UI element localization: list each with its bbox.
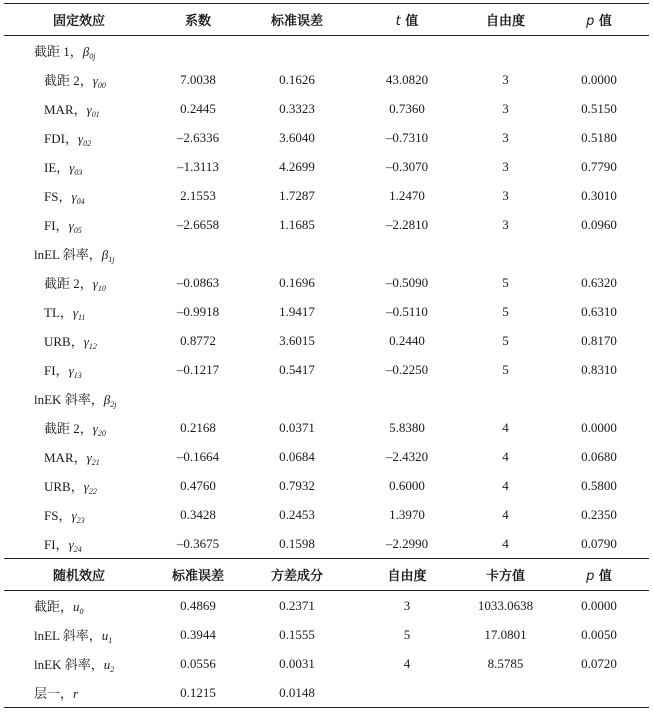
t-symbol: t <box>395 14 401 29</box>
greek-symbol: γ <box>71 188 77 204</box>
empty-cell <box>154 36 242 66</box>
variable-name: FI， <box>44 217 69 233</box>
df-cell: 4 <box>502 535 509 551</box>
greek-symbol: u <box>103 656 111 672</box>
coefficient-cell: 0.3428 <box>180 506 216 522</box>
variable-name: FS， <box>44 188 72 204</box>
coefficient-cell: 0.2168 <box>180 419 216 435</box>
df-cell: 5 <box>502 303 509 319</box>
coefficient-cell: –0.3675 <box>176 535 220 551</box>
empty-cell <box>154 239 242 268</box>
empty-cell <box>462 36 549 66</box>
chi-square-cell <box>462 678 549 708</box>
greek-symbol: γ <box>77 130 84 146</box>
variable-name: URB， <box>44 333 84 349</box>
random-effects-header-row <box>4 559 649 591</box>
greek-symbol: γ <box>92 72 98 88</box>
chi-square-cell: 17.0801 <box>484 626 527 642</box>
random-df-cell: 4 <box>403 655 411 671</box>
greek-symbol: γ <box>69 159 75 175</box>
p-value-cell: 0.6320 <box>581 274 617 290</box>
fixed-section-row <box>4 384 649 413</box>
coefficient-cell: –2.6658 <box>176 216 220 232</box>
symbol-subscript: 20 <box>97 428 106 438</box>
symbol-subscript: 21 <box>91 457 100 467</box>
row-label <box>4 239 154 268</box>
symbol-subscript: 0 <box>79 606 84 616</box>
random-sd-cell: 0.1215 <box>154 678 242 708</box>
fixed-section-row <box>4 36 649 66</box>
row-label <box>4 123 154 152</box>
df-cell: 4 <box>502 448 509 464</box>
greek-symbol: γ <box>68 362 74 378</box>
standard-error-cell: 1.9417 <box>279 303 315 319</box>
df-cell: 3 <box>502 71 509 87</box>
greek-symbol: β <box>82 43 90 59</box>
p-value-cell: 0.7790 <box>581 158 617 174</box>
row-label <box>4 529 154 559</box>
t-value-cell: 0.6000 <box>389 477 425 493</box>
variable-name: 层一， <box>34 686 74 701</box>
variable-name: 截距， <box>34 598 74 614</box>
df-cell: 3 <box>502 158 509 174</box>
table-body <box>4 4 649 708</box>
row-label <box>4 442 154 471</box>
p-value-cell: 0.0000 <box>581 71 617 87</box>
greek-symbol: γ <box>92 275 98 291</box>
p-value-cell: 0.5180 <box>581 129 617 145</box>
row-label <box>4 36 154 66</box>
df-cell: 4 <box>502 419 509 435</box>
random-p-value-cell <box>549 678 649 708</box>
variable-name: TL， <box>44 304 73 320</box>
empty-cell <box>352 36 462 66</box>
standard-error-cell: 1.1685 <box>279 216 315 232</box>
standard-error-cell: 0.1626 <box>279 71 315 87</box>
p-value-cell: 0.0680 <box>581 448 617 464</box>
row-label <box>4 65 154 94</box>
fixed-effect-row <box>4 297 649 326</box>
coefficient-cell: 0.4760 <box>180 477 216 493</box>
fixed-effect-row <box>4 413 649 442</box>
random-p-value-heading <box>549 559 649 591</box>
t-value-cell: –0.2250 <box>385 361 429 377</box>
variable-name: IE， <box>44 159 70 175</box>
row-label <box>4 297 154 326</box>
t-value-cell: –0.5110 <box>386 303 428 319</box>
random-p-value-cell: 0.0000 <box>581 597 617 613</box>
variable-name: lnEL 斜率， <box>34 627 102 643</box>
standard-error-cell: 0.0684 <box>279 448 315 464</box>
standard-error-cell: 0.0371 <box>279 419 315 435</box>
t-value-cell: –2.2990 <box>385 535 429 551</box>
p-value-cell: 0.5150 <box>581 100 617 116</box>
t-value-cell: –2.4320 <box>385 448 429 464</box>
random-sd-heading: 标准误差 <box>154 559 242 591</box>
symbol-subscript: 05 <box>73 225 82 235</box>
symbol-subscript: 02 <box>83 138 92 148</box>
greek-symbol: γ <box>83 333 89 349</box>
variable-name: 截距 2， <box>44 72 93 88</box>
p-value-cell: 0.0790 <box>581 535 617 551</box>
standard-error-cell: 1.7287 <box>279 187 315 203</box>
greek-symbol: r <box>73 686 79 701</box>
random-effect-row <box>4 678 649 708</box>
variance-component-cell: 0.0148 <box>242 678 352 708</box>
fixed-effect-row <box>4 471 649 500</box>
empty-cell <box>242 239 352 268</box>
t-value-cell: 1.2470 <box>389 187 425 203</box>
variable-name: FI， <box>44 362 69 378</box>
p-symbol: p <box>586 569 595 584</box>
variable-name: MAR， <box>44 449 87 465</box>
p-value-cell: 0.5800 <box>581 477 617 493</box>
variable-name: lnEK 斜率， <box>34 391 104 407</box>
df-cell: 5 <box>502 332 509 348</box>
fixed-effect-row <box>4 442 649 471</box>
fixed-effects-heading: 固定效应 <box>4 4 154 36</box>
row-label <box>4 152 154 181</box>
symbol-subscript: 03 <box>74 167 83 177</box>
degrees-of-freedom-heading: 自由度 <box>462 4 549 36</box>
p-symbol: p <box>586 14 595 29</box>
row-label <box>4 384 154 413</box>
coefficient-cell: 0.8772 <box>180 332 216 348</box>
empty-cell <box>549 384 649 413</box>
symbol-subscript: 13 <box>73 370 82 380</box>
symbol-subscript: 2j <box>110 399 117 409</box>
empty-cell <box>154 384 242 413</box>
t-value-text: 值 <box>400 14 419 29</box>
variable-name: 截距 2， <box>44 275 93 291</box>
df-cell: 3 <box>502 100 509 116</box>
symbol-subscript: 1 <box>108 635 113 645</box>
t-value-cell: –2.2810 <box>385 216 429 232</box>
t-value-cell: 0.7360 <box>389 100 425 116</box>
fixed-effect-row <box>4 65 649 94</box>
chi-square-heading: 卡方值 <box>462 559 549 591</box>
random-df-cell: 5 <box>403 626 411 642</box>
row-label <box>4 210 154 239</box>
variance-component-cell: 0.2371 <box>279 597 315 613</box>
random-effect-row <box>4 649 649 678</box>
empty-cell <box>549 36 649 66</box>
coefficient-cell: 2.1553 <box>180 187 216 203</box>
symbol-subscript: 00 <box>97 80 106 90</box>
df-cell: 4 <box>502 506 509 522</box>
row-label <box>4 471 154 500</box>
fixed-effect-row <box>4 529 649 559</box>
chi-square-cell: 1033.0638 <box>477 597 534 613</box>
standard-error-heading: 标准误差 <box>242 4 352 36</box>
df-cell: 4 <box>502 477 509 493</box>
symbol-subscript: 1j <box>108 254 115 264</box>
symbol-subscript: 12 <box>88 341 97 351</box>
greek-symbol: β <box>101 246 109 262</box>
coefficient-cell: –2.6336 <box>176 129 220 145</box>
symbol-subscript: 22 <box>88 486 97 496</box>
variable-name: FS， <box>44 507 72 523</box>
p-value-text: 值 <box>594 14 612 29</box>
greek-symbol: γ <box>68 536 74 552</box>
fixed-section-row <box>4 239 649 268</box>
variable-name: lnEL 斜率， <box>34 246 102 262</box>
variable-name: 截距 1， <box>34 43 83 59</box>
random-sd-cell: 0.0556 <box>180 655 216 671</box>
variable-name: 截距 2， <box>44 420 93 436</box>
coefficient-cell: –0.1664 <box>176 448 220 464</box>
random-df-cell <box>352 678 462 708</box>
standard-error-cell: 0.7932 <box>279 477 315 493</box>
df-cell: 3 <box>502 129 509 145</box>
symbol-subscript: 24 <box>73 544 82 554</box>
row-label <box>4 678 154 708</box>
greek-symbol: γ <box>68 217 74 233</box>
random-sd-cell: 0.4869 <box>180 597 216 613</box>
empty-cell <box>352 384 462 413</box>
fixed-effect-row <box>4 94 649 123</box>
p-value-cell: 0.6310 <box>581 303 617 319</box>
greek-symbol: γ <box>86 449 92 465</box>
greek-symbol: β <box>103 391 111 407</box>
standard-error-cell: 3.6015 <box>279 332 315 348</box>
row-label <box>4 355 154 384</box>
coefficient-cell: –0.0863 <box>176 274 220 290</box>
row-label <box>4 268 154 297</box>
greek-symbol: γ <box>71 507 77 523</box>
coefficient-cell: 0.2445 <box>180 100 216 116</box>
t-value-cell: –0.7310 <box>385 129 429 145</box>
random-p-value-cell: 0.0720 <box>581 655 617 671</box>
empty-cell <box>549 239 649 268</box>
standard-error-cell: 0.3323 <box>279 100 315 116</box>
random-sd-cell: 0.3944 <box>180 626 216 642</box>
row-label <box>4 649 154 678</box>
fixed-effect-row <box>4 123 649 152</box>
greek-symbol: γ <box>92 420 98 436</box>
coefficient-cell: 7.0038 <box>180 71 216 87</box>
t-value-cell: 43.0820 <box>385 71 429 87</box>
p-value-cell: 0.0960 <box>581 216 617 232</box>
standard-error-cell: 0.1598 <box>279 535 315 551</box>
symbol-subscript: 23 <box>76 515 85 525</box>
variable-name: FDI， <box>44 130 78 146</box>
symbol-subscript: 2 <box>110 664 115 674</box>
row-label <box>4 94 154 123</box>
t-value-cell: 5.8380 <box>389 419 425 435</box>
variable-name: lnEK 斜率， <box>34 656 104 672</box>
greek-symbol: γ <box>86 101 92 117</box>
coefficient-cell: –0.9918 <box>176 303 220 319</box>
row-label <box>4 620 154 649</box>
fixed-effect-row <box>4 326 649 355</box>
t-value-cell: 1.3970 <box>389 506 425 522</box>
coefficient-cell: –1.3113 <box>177 158 219 174</box>
symbol-subscript: 04 <box>76 196 85 206</box>
empty-cell <box>352 239 462 268</box>
greek-symbol: u <box>73 598 80 614</box>
symbol-subscript: 10 <box>97 283 106 293</box>
variable-name: MAR， <box>44 101 87 117</box>
t-value-heading <box>352 4 462 36</box>
empty-cell <box>242 36 352 66</box>
p-value-cell: 0.2350 <box>581 506 617 522</box>
t-value-cell: –0.3070 <box>385 158 429 174</box>
row-label <box>4 591 154 621</box>
random-df-cell: 3 <box>403 597 411 613</box>
empty-cell <box>462 384 549 413</box>
greek-symbol: u <box>101 627 109 643</box>
t-value-cell: –0.5090 <box>385 274 429 290</box>
fixed-effect-row <box>4 181 649 210</box>
fixed-effect-row <box>4 355 649 384</box>
row-label <box>4 181 154 210</box>
random-df-heading: 自由度 <box>352 559 462 591</box>
random-effect-row <box>4 620 649 649</box>
p-value-cell: 0.3010 <box>581 187 617 203</box>
p-value-cell: 0.0000 <box>581 419 617 435</box>
variance-component-heading: 方差成分 <box>242 559 352 591</box>
p-value-heading <box>549 4 649 36</box>
standard-error-cell: 0.1696 <box>279 274 315 290</box>
row-label <box>4 413 154 442</box>
row-label <box>4 326 154 355</box>
fixed-effect-row <box>4 500 649 529</box>
variance-component-cell: 0.0031 <box>279 655 315 671</box>
variable-name: URB， <box>44 478 84 494</box>
p-value-text: 值 <box>594 569 612 584</box>
p-value-cell: 0.8170 <box>581 332 617 348</box>
t-value-cell: 0.2440 <box>389 332 425 348</box>
chi-square-cell: 8.5785 <box>487 655 524 671</box>
symbol-subscript: 01 <box>91 109 100 119</box>
empty-cell <box>462 239 549 268</box>
standard-error-cell: 0.5417 <box>279 361 315 377</box>
coefficient-heading: 系数 <box>154 4 242 36</box>
symbol-subscript: 11 <box>78 312 86 322</box>
symbol-subscript: 0j <box>89 51 96 61</box>
multilevel-model-table <box>4 3 649 708</box>
row-label <box>4 500 154 529</box>
fixed-effect-row <box>4 210 649 239</box>
fixed-effects-header-row <box>4 4 649 36</box>
coefficient-cell: –0.1217 <box>176 361 220 377</box>
greek-symbol: γ <box>72 304 79 320</box>
standard-error-cell: 3.6040 <box>279 129 315 145</box>
df-cell: 3 <box>502 216 509 232</box>
variance-component-cell: 0.1555 <box>279 626 315 642</box>
variable-name: FI， <box>44 536 69 552</box>
random-effect-row <box>4 591 649 621</box>
random-p-value-cell: 0.0050 <box>581 626 617 642</box>
empty-cell <box>242 384 352 413</box>
p-value-cell: 0.8310 <box>581 361 617 377</box>
greek-symbol: γ <box>83 478 89 494</box>
df-cell: 3 <box>502 187 509 203</box>
standard-error-cell: 0.2453 <box>279 506 315 522</box>
df-cell: 5 <box>502 361 509 377</box>
fixed-effect-row <box>4 152 649 181</box>
df-cell: 5 <box>502 274 509 290</box>
random-effects-heading: 随机效应 <box>4 559 154 591</box>
fixed-effect-row <box>4 268 649 297</box>
standard-error-cell: 4.2699 <box>279 158 315 174</box>
